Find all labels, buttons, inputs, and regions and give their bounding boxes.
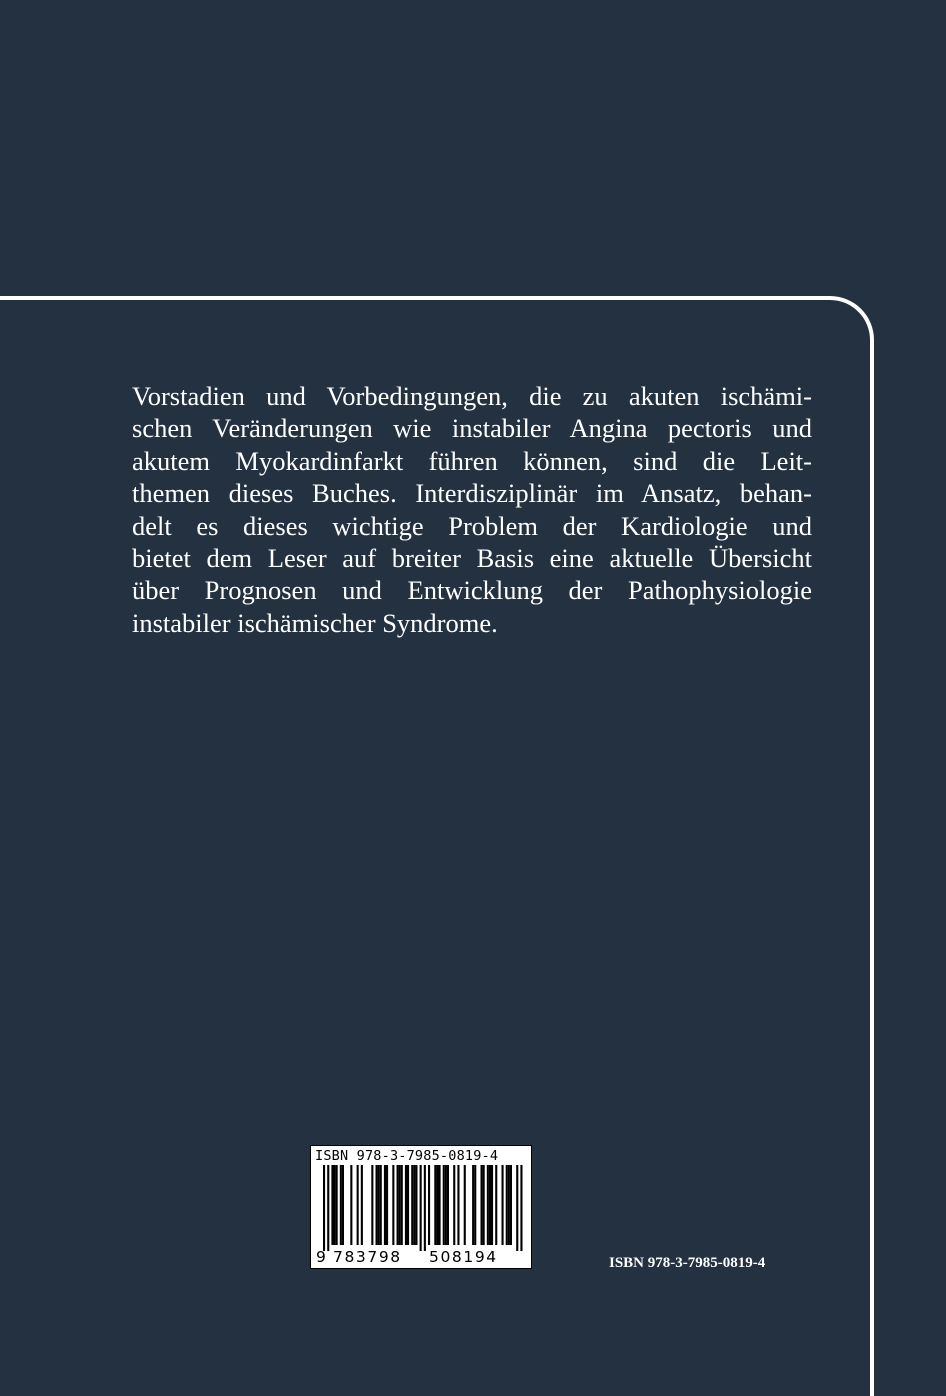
barcode-bar: [434, 1165, 436, 1245]
barcode-bar: [506, 1165, 508, 1245]
barcode-bar: [399, 1165, 401, 1245]
isbn-barcode: [310, 1145, 532, 1269]
blurb-line: themen dieses Buches. Interdisziplinär im Ansatz, behan-: [132, 478, 812, 509]
blurb-line: über Prognosen und Entwicklung der Pathophysiologie: [132, 575, 812, 606]
barcode-bar: [489, 1165, 491, 1245]
barcode-bar: [447, 1165, 449, 1245]
barcode-bar: [483, 1165, 485, 1245]
barcode-bar: [376, 1165, 378, 1245]
barcode-bar: [457, 1165, 459, 1245]
barcode-bars: [315, 1165, 527, 1251]
barcode-bar: [350, 1165, 352, 1245]
blurb-line: Vorstadien und Vorbedingungen, die zu akuten ischämi-: [132, 381, 812, 411]
blurb-line: instabiler ischämischer Syndrome.: [132, 607, 498, 638]
barcode-bar: [323, 1165, 325, 1251]
barcode-bar: [510, 1165, 512, 1245]
barcode-bar: [386, 1165, 388, 1245]
barcode-bar: [495, 1165, 497, 1245]
barcode-bar: [384, 1165, 386, 1245]
barcode-bar: [340, 1165, 342, 1245]
barcode-digit-group-2: 508194: [429, 1248, 498, 1266]
barcode-bar: [520, 1165, 522, 1251]
blurb-line: bietet dem Leser auf breiter Basis eine aktuelle Übersicht: [132, 543, 812, 574]
barcode-digit-first: 9: [316, 1248, 326, 1266]
barcode-bar: [342, 1165, 344, 1245]
barcode-bar: [491, 1165, 493, 1245]
barcode-bar: [472, 1165, 474, 1245]
barcode-bar: [407, 1165, 409, 1245]
barcode-bar: [487, 1165, 489, 1245]
barcode-bar: [439, 1165, 441, 1245]
barcode-bar: [420, 1165, 422, 1251]
barcode-bar: [401, 1165, 403, 1245]
barcode-bar: [378, 1165, 380, 1245]
barcode-bar: [502, 1165, 504, 1245]
barcode-digit-group-1: 783798: [333, 1248, 402, 1266]
barcode-bar: [327, 1165, 329, 1251]
barcode-bar: [334, 1165, 336, 1245]
blurb-line: akutem Myokardinfarkt führen können, sind die Leit-: [132, 445, 812, 476]
barcode-isbn-label: ISBN 978-3-7985-0819-4: [315, 1148, 499, 1164]
barcode-bar: [474, 1165, 476, 1245]
barcode-bar: [443, 1165, 445, 1245]
back-cover-blurb: [132, 380, 812, 639]
barcode-bar: [371, 1165, 373, 1245]
barcode-bar: [415, 1165, 417, 1245]
barcode-bar: [516, 1165, 518, 1251]
barcode-bar: [436, 1165, 438, 1245]
blurb-line: delt es dieses wichtige Problem der Kardiologie und: [132, 510, 812, 541]
barcode-bar: [508, 1165, 510, 1245]
barcode-bar: [405, 1165, 407, 1245]
barcode-bar: [428, 1165, 430, 1245]
isbn-text: ISBN 978-3-7985-0819-4: [609, 1255, 766, 1271]
barcode-bar: [481, 1165, 483, 1245]
barcode-bar: [445, 1165, 447, 1245]
blurb-line: schen Veränderungen wie instabiler Angina pectoris und: [132, 413, 812, 444]
barcode-bar: [357, 1165, 359, 1245]
barcode-bar: [361, 1165, 363, 1245]
barcode-bar: [336, 1165, 338, 1245]
barcode-bar: [411, 1165, 413, 1245]
barcode-bar: [464, 1165, 466, 1245]
barcode-bar: [380, 1165, 382, 1245]
barcode-bar: [453, 1165, 455, 1245]
barcode-bar: [392, 1165, 394, 1245]
barcode-bar: [424, 1165, 426, 1251]
barcode-bar: [413, 1165, 415, 1245]
barcode-bar: [397, 1165, 399, 1245]
barcode-bar: [331, 1165, 333, 1245]
